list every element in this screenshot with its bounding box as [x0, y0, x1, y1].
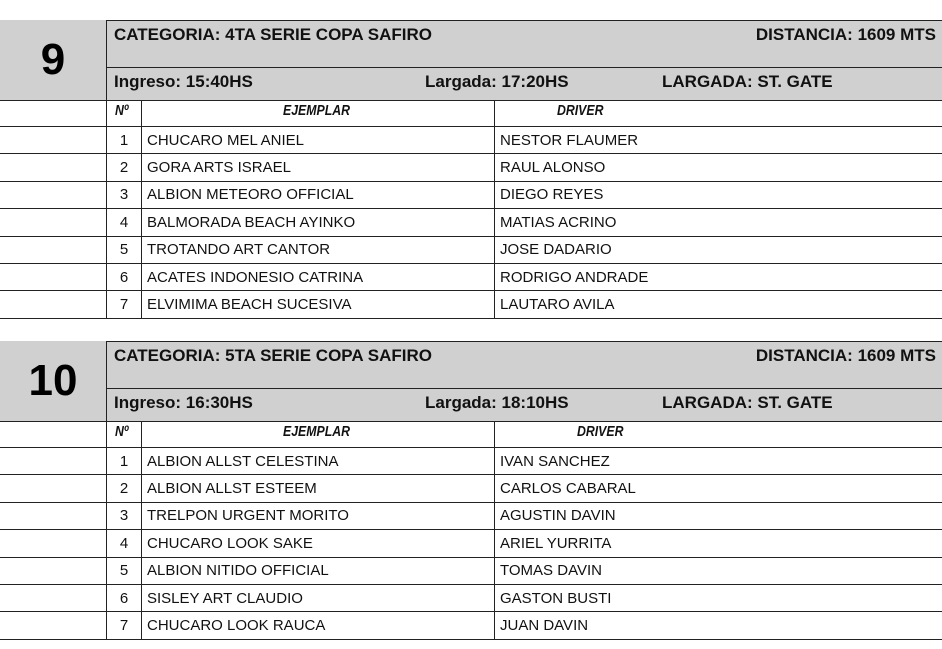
entry-number: 1 [119, 452, 129, 470]
column-divider [141, 100, 142, 319]
entry-number: 7 [119, 616, 129, 634]
entry-ejemplar: BALMORADA BEACH AYINKO [147, 213, 356, 231]
entry-ejemplar: CHUCARO LOOK SAKE [147, 534, 313, 552]
entry-number: 2 [119, 158, 129, 176]
column-header-num: Nº [115, 423, 129, 440]
entry-driver: DIEGO REYES [500, 186, 604, 204]
race-category: CATEGORIA: 5TA SERIE COPA SAFIRO [114, 346, 432, 365]
race-block-10 [0, 341, 942, 641]
entry-ejemplar: TRELPON URGENT MORITO [147, 507, 349, 525]
entry-driver: AGUSTIN DAVIN [500, 507, 616, 525]
column-divider [494, 421, 495, 640]
column-divider [494, 100, 495, 319]
row-divider [106, 67, 942, 68]
column-divider [141, 421, 142, 640]
race-largada-type: LARGADA: ST. GATE [662, 393, 833, 412]
entry-ejemplar: CHUCARO MEL ANIEL [147, 131, 304, 149]
race-category: CATEGORIA: 4TA SERIE COPA SAFIRO [114, 25, 432, 44]
entry-ejemplar: SISLEY ART CLAUDIO [147, 589, 303, 607]
race-ingreso: Ingreso: 16:30HS [114, 393, 253, 412]
entry-number: 5 [119, 562, 129, 580]
entry-number: 4 [119, 534, 129, 552]
entry-driver: RAUL ALONSO [500, 158, 606, 176]
row-divider [106, 20, 942, 21]
entry-number: 3 [119, 186, 129, 204]
entry-driver: TOMAS DAVIN [500, 562, 602, 580]
row-divider [106, 388, 942, 389]
column-header-num: Nº [115, 102, 129, 119]
entry-ejemplar: GORA ARTS ISRAEL [147, 158, 291, 176]
entry-driver: JOSE DADARIO [500, 241, 612, 259]
entry-ejemplar: ALBION NITIDO OFFICIAL [147, 562, 329, 580]
column-header-driver: DRIVER [557, 102, 604, 119]
entry-number: 1 [119, 131, 129, 149]
entry-number: 2 [119, 479, 129, 497]
entry-driver: GASTON BUSTI [500, 589, 612, 607]
entry-driver: MATIAS ACRINO [500, 213, 617, 231]
race-largada-type: LARGADA: ST. GATE [662, 72, 833, 91]
entry-number: 5 [119, 241, 129, 259]
column-header-driver: DRIVER [577, 423, 624, 440]
entry-driver: CARLOS CABARAL [500, 479, 636, 497]
race-distance: DISTANCIA: 1609 MTS [755, 25, 936, 44]
column-header-ejemplar: EJEMPLAR [283, 102, 350, 119]
race-distance: DISTANCIA: 1609 MTS [755, 346, 936, 365]
entry-driver: IVAN SANCHEZ [500, 452, 610, 470]
entry-driver: JUAN DAVIN [500, 616, 589, 634]
entry-ejemplar: CHUCARO LOOK RAUCA [147, 616, 326, 634]
race-number: 9 [0, 20, 107, 100]
column-header-ejemplar: EJEMPLAR [283, 423, 350, 440]
race-number: 10 [0, 341, 107, 421]
entry-number: 3 [119, 507, 129, 525]
entry-number: 7 [119, 295, 129, 313]
row-divider [106, 341, 942, 342]
entry-driver: LAUTARO AVILA [500, 295, 615, 313]
entry-driver: RODRIGO ANDRADE [500, 268, 649, 286]
entry-number: 6 [119, 589, 129, 607]
column-divider [106, 20, 107, 319]
race-largada-time: Largada: 18:10HS [425, 393, 569, 412]
entry-ejemplar: ALBION ALLST ESTEEM [147, 479, 317, 497]
entry-ejemplar: ELVIMIMA BEACH SUCESIVA [147, 295, 352, 313]
entry-ejemplar: ALBION METEORO OFFICIAL [147, 186, 354, 204]
entry-driver: NESTOR FLAUMER [500, 131, 639, 149]
column-divider [106, 341, 107, 640]
entry-ejemplar: TROTANDO ART CANTOR [147, 241, 331, 259]
entry-driver: ARIEL YURRITA [500, 534, 612, 552]
entry-ejemplar: ALBION ALLST CELESTINA [147, 452, 339, 470]
race-block-9 [0, 20, 942, 320]
entry-ejemplar: ACATES INDONESIO CATRINA [147, 268, 364, 286]
race-ingreso: Ingreso: 15:40HS [114, 72, 253, 91]
race-largada-time: Largada: 17:20HS [425, 72, 569, 91]
entry-number: 6 [119, 268, 129, 286]
entry-number: 4 [119, 213, 129, 231]
